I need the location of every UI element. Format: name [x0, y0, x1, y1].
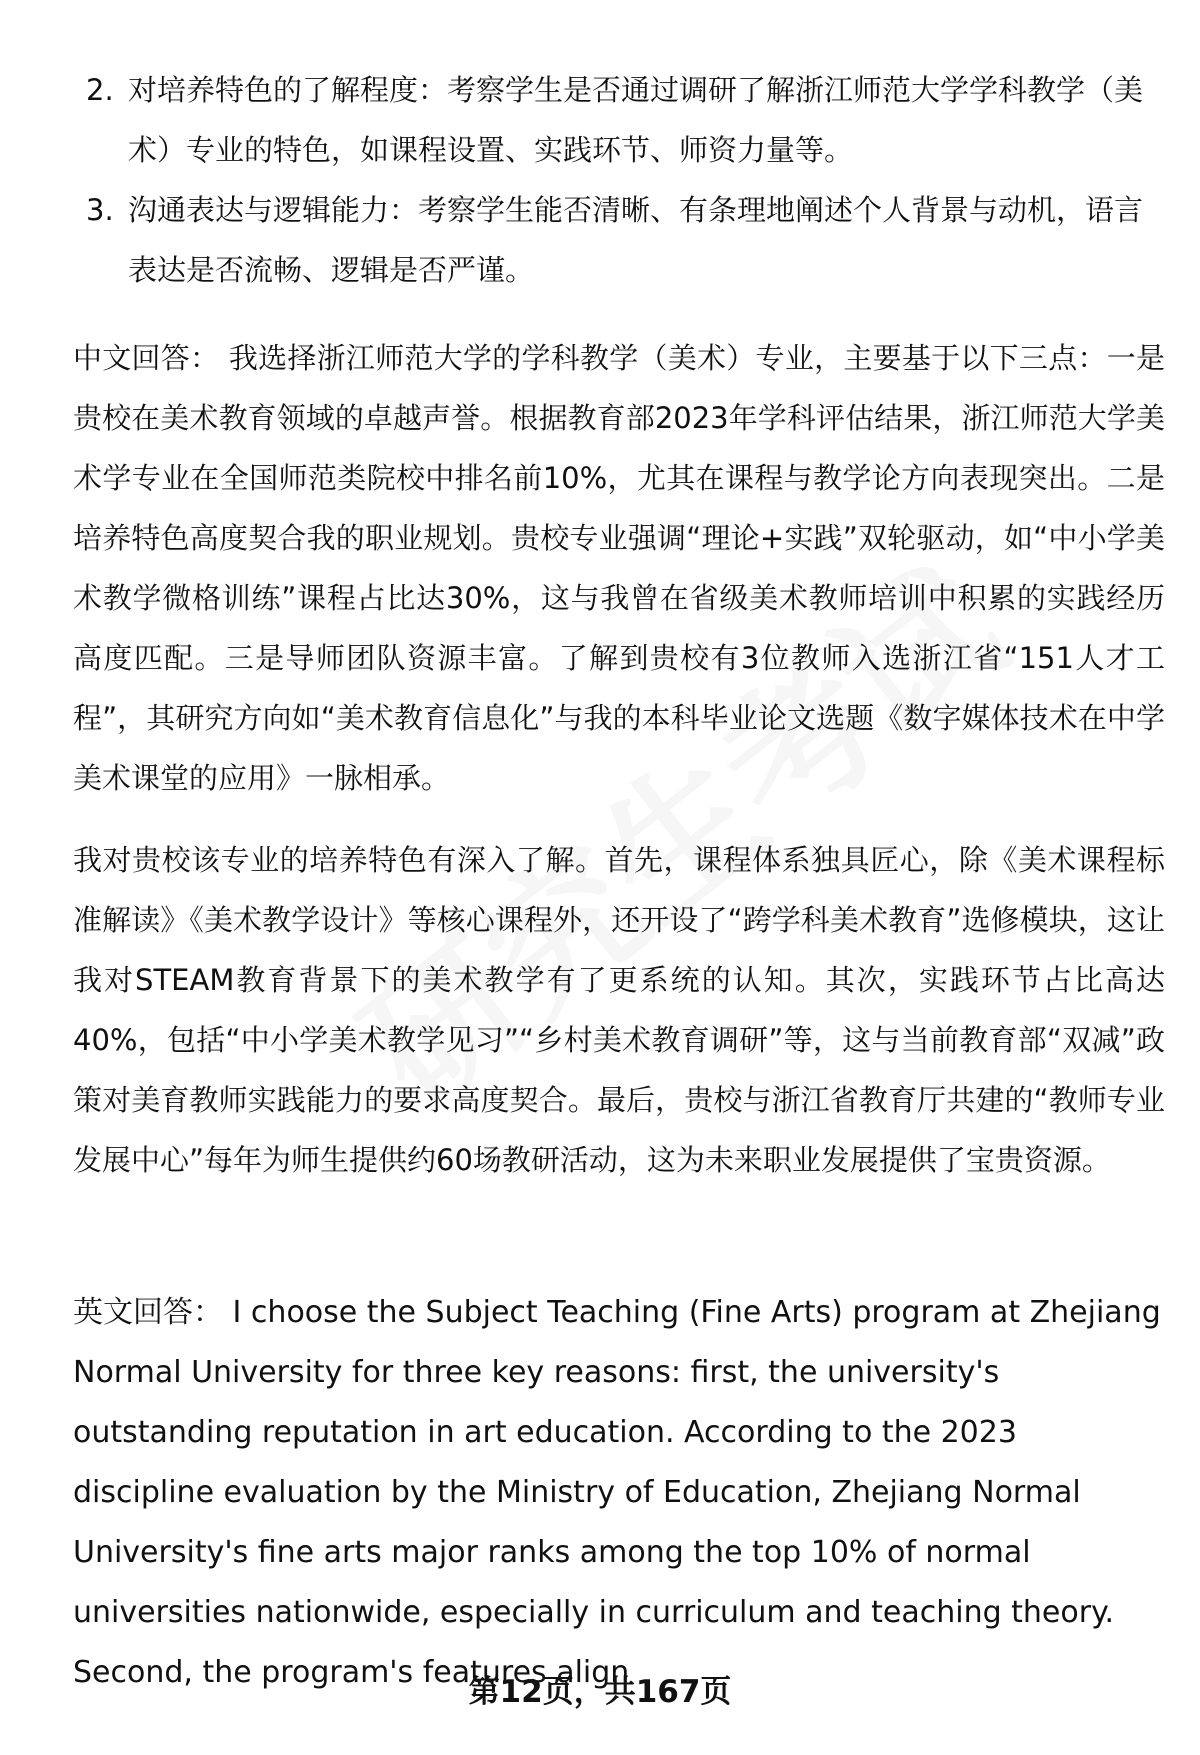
english-answer-label: 英文回答：	[73, 1295, 223, 1330]
chinese-answer-paragraph-2: 我对贵校该专业的培养特色有深入了解。首先，课程体系独具匠心，除《美术课程标准解读》《美术教学设计》等核心课程外，还开设了“跨学科美术教育”选修模块，这让我对STEAM教育背景下的美术教学有了更系统的认知。其次，实践环节占比高达40%，包括“中小学美术教学见习”“乡村美术教育调研”等，这与当前教育部“双减”政策对美育教师实践能力的要求高度契合。最后，贵校与浙江省教育厅共建的“教师专业发展中心”每年为师生提供约60场教研活动，这为未来职业发展提供了宝贵资源。	[73, 843, 1165, 1177]
criteria-item	[72, 60, 1162, 180]
criteria-text: 沟通表达与逻辑能力：考察学生能否清晰、有条理地阐述个人背景与动机，语言表达是否流畅、逻辑是否严谨。	[128, 193, 1144, 287]
english-answer-paragraph	[73, 1283, 1165, 1703]
chinese-answer-paragraph-1	[73, 328, 1165, 808]
criteria-list	[72, 60, 1162, 300]
criteria-number: 2.	[86, 73, 114, 107]
chinese-answer-label: 中文回答：	[73, 341, 220, 375]
english-answer-text: I choose the Subject Teaching (Fine Arts) program at Zhejiang Normal University for three key reasons: first, the university's outstanding reputation in art education. According to the 2023 discipline evaluation by the Ministry of Education, Zhejiang Normal University's fine arts major ranks among the top 10% of normal universities nationwide, especially in curriculum and teaching theory. Second, the program's features align	[73, 1295, 1161, 1690]
criteria-text: 对培养特色的了解程度：考察学生是否通过调研了解浙江师范大学学科教学（美术）专业的特色，如课程设置、实践环节、师资力量等。	[128, 73, 1144, 167]
chinese-answer-text: 我选择浙江师范大学的学科教学（美术）专业，主要基于以下三点：一是贵校在美术教育领域的卓越声誉。根据教育部2023年学科评估结果，浙江师范大学美术学专业在全国师范类院校中排名前10%，尤其在课程与教学论方向表现突出。二是培养特色高度契合我的职业规划。贵校专业强调“理论+实践”双轮驱动，如“中小学美术教学微格训练”课程占比达30%，这与我曾在省级美术教师培训中积累的实践经历高度匹配。三是导师团队资源丰富。了解到贵校有3位教师入选浙江省“151人才工程”，其研究方向如“美术教育信息化”与我的本科毕业论文选题《数字媒体技术在中学美术课堂的应用》一脉相承。	[73, 341, 1165, 795]
page-number: 第12页，共167页	[468, 1674, 732, 1710]
criteria-number: 3.	[86, 193, 114, 227]
criteria-item	[72, 180, 1162, 300]
